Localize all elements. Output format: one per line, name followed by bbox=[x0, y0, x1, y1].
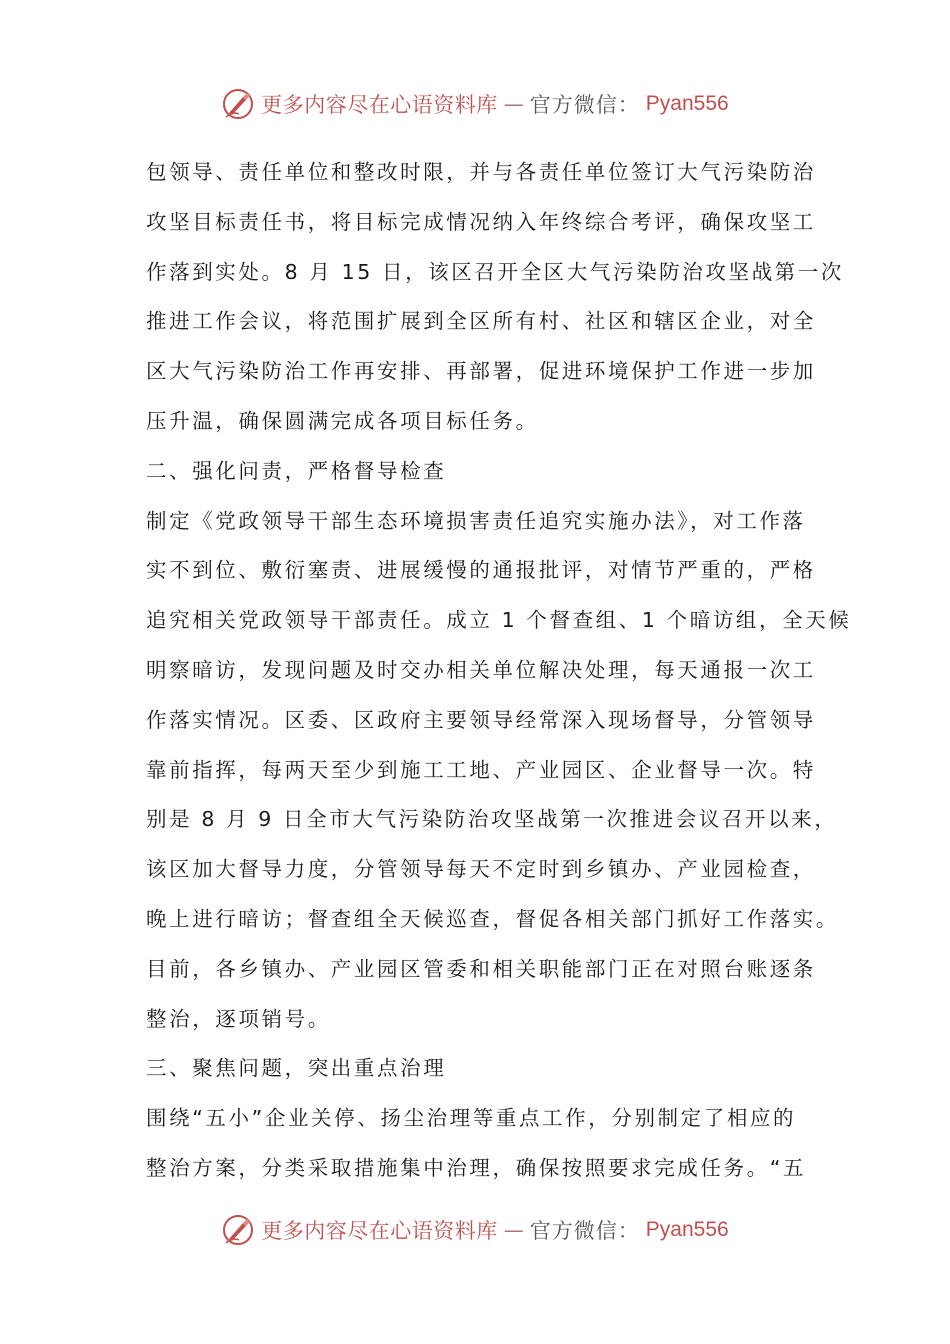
watermark-brand: 更多内容尽在心语资料库 bbox=[261, 1219, 498, 1243]
watermark-header bbox=[0, 84, 950, 124]
text-line: 整治，逐项销号。 bbox=[146, 1006, 331, 1031]
watermark-contact-label: 官方微信： bbox=[529, 93, 640, 117]
text-line: 推进工作会议，将范围扩展到全区所有村、社区和辖区企业，对全 bbox=[146, 309, 816, 334]
text-line: 压升温，确保圆满完成各项目标任务。 bbox=[146, 408, 539, 433]
section-heading: 二、强化问责，严格督导检查 bbox=[146, 458, 447, 483]
text-line: 作落到实处。8 月 15 日，该区召开全区大气污染防治攻坚战第一次 bbox=[146, 259, 844, 284]
watermark-footer bbox=[0, 1210, 950, 1250]
section-heading: 三、聚焦问题，突出重点治理 bbox=[146, 1056, 447, 1081]
text-line: 围绕“五小”企业关停、扬尘治理等重点工作，分别制定了相应的 bbox=[146, 1106, 797, 1131]
text-line: 靠前指挥，每两天至少到施工工地、产业园区、企业督导一次。特 bbox=[146, 757, 816, 782]
text-line: 目前，各乡镇办、产业园区管委和相关职能部门正在对照台账逐条 bbox=[146, 956, 816, 981]
text-line: 整治方案，分类采取措施集中治理，确保按照要求完成任务。“五 bbox=[146, 1155, 807, 1180]
watermark-separator: — bbox=[503, 92, 524, 116]
text-line: 追究相关党政领导干部责任。成立 1 个督查组、1 个暗访组，全天候 bbox=[146, 608, 852, 633]
watermark-contact-label: 官方微信： bbox=[529, 1219, 640, 1243]
text-line: 实不到位、敷衍塞责、进展缓慢的通报批评，对情节严重的，严格 bbox=[146, 558, 816, 583]
text-line: 作落实情况。区委、区政府主要领导经常深入现场督导，分管领导 bbox=[146, 707, 816, 732]
pen-logo-icon bbox=[221, 87, 255, 121]
text-line: 晚上进行暗访；督查组全天候巡查，督促各相关部门抓好工作落实。 bbox=[146, 906, 839, 931]
watermark-handle: Pyan556 bbox=[645, 92, 729, 115]
text-line: 该区加大督导力度，分管领导每天不定时到乡镇办、产业园检查， bbox=[146, 857, 816, 882]
watermark-separator: — bbox=[503, 1218, 524, 1242]
text-line: 攻坚目标责任书，将目标完成情况纳入年终综合考评，确保攻坚工 bbox=[146, 209, 816, 234]
text-line: 明察暗访，发现问题及时交办相关单位解决处理，每天通报一次工 bbox=[146, 657, 816, 682]
text-line: 制定《党政领导干部生态环境损害责任追究实施办法》，对工作落 bbox=[146, 508, 806, 533]
text-line: 别是 8 月 9 日全市大气污染防治攻坚战第一次推进会议召开以来， bbox=[146, 807, 838, 832]
pen-logo-icon bbox=[221, 1213, 255, 1247]
watermark-brand: 更多内容尽在心语资料库 bbox=[261, 93, 498, 117]
watermark-handle: Pyan556 bbox=[645, 1218, 729, 1241]
document-body bbox=[146, 148, 852, 1194]
text-line: 区大气污染防治工作再安排、再部署，促进环境保护工作进一步加 bbox=[146, 359, 816, 384]
text-line: 包领导、责任单位和整改时限，并与各责任单位签订大气污染防治 bbox=[146, 160, 816, 184]
